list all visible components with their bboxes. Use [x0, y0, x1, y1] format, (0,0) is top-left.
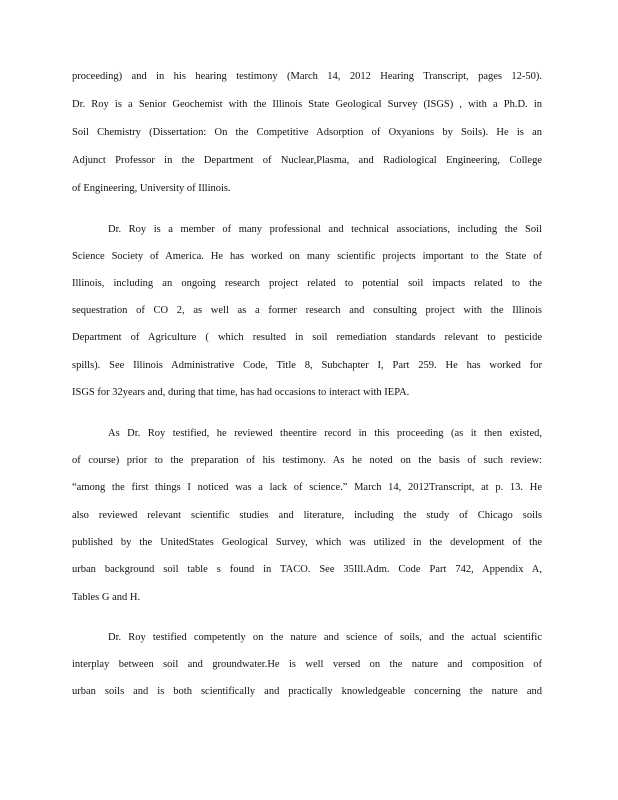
text-line: Illinois, including an ongoing research project related to potential soil impacts related to the [72, 278, 542, 289]
text-line: As Dr. Roy testified, he reviewed theentire record in this proceeding (as it then existed, [108, 428, 542, 439]
text-line: interplay between soil and groundwater.He is well versed on the nature and composition of [72, 659, 542, 670]
text-line: published by the UnitedStates Geological Survey, which was utilized in the development of the [72, 537, 542, 548]
text-line: urban soils and is both scientifically and practically knowledgeable concerning the nature and [72, 686, 542, 697]
text-line: ISGS for 32years and, during that time, has had occasions to interact with IEPA. [72, 387, 410, 398]
text-line: Science Society of America. He has worked on many scientific projects important to the State of [72, 251, 542, 262]
text-line: Dr. Roy is a Senior Geochemist with the Illinois State Geological Survey (ISGS) , with a Ph.D. in [72, 99, 542, 110]
text-line: also reviewed relevant scientific studies and literature, including the study of Chicago soils [72, 510, 542, 521]
text-line: urban background soil table s found in TACO. See 35Ill.Adm. Code Part 742, Appendix A, [72, 564, 542, 575]
text-line: Dr. Roy is a member of many professional and technical associations, including the Soil [108, 224, 542, 235]
text-line: Tables G and H. [72, 592, 141, 603]
text-line: Dr. Roy testified competently on the nature and science of soils, and the actual scientific [108, 632, 542, 643]
text-line: of course) prior to the preparation of his testimony. As he noted on the basis of such review: [72, 455, 542, 466]
text-line: Department of Agriculture ( which resulted in soil remediation standards relevant to pesticide [72, 332, 542, 343]
text-line: of Engineering, University of Illinois. [72, 183, 231, 194]
text-line: sequestration of CO 2, as well as a former research and consulting project with the Illinois [72, 305, 542, 316]
text-line: Adjunct Professor in the Department of Nuclear,Plasma, and Radiological Engineering, College [72, 155, 542, 166]
text-line: spills). See Illinois Administrative Code, Title 8, Subchapter I, Part 259. He has worked for [72, 360, 542, 371]
text-line: proceeding) and in his hearing testimony (March 14, 2012 Hearing Transcript, pages 12-50). [72, 71, 542, 82]
text-line: “among the first things I noticed was a lack of science.” March 14, 2012Transcript, at p. 13. He [72, 482, 542, 493]
text-line: Soil Chemistry (Dissertation: On the Competitive Adsorption of Oxyanions by Soils). He is an [72, 127, 542, 138]
